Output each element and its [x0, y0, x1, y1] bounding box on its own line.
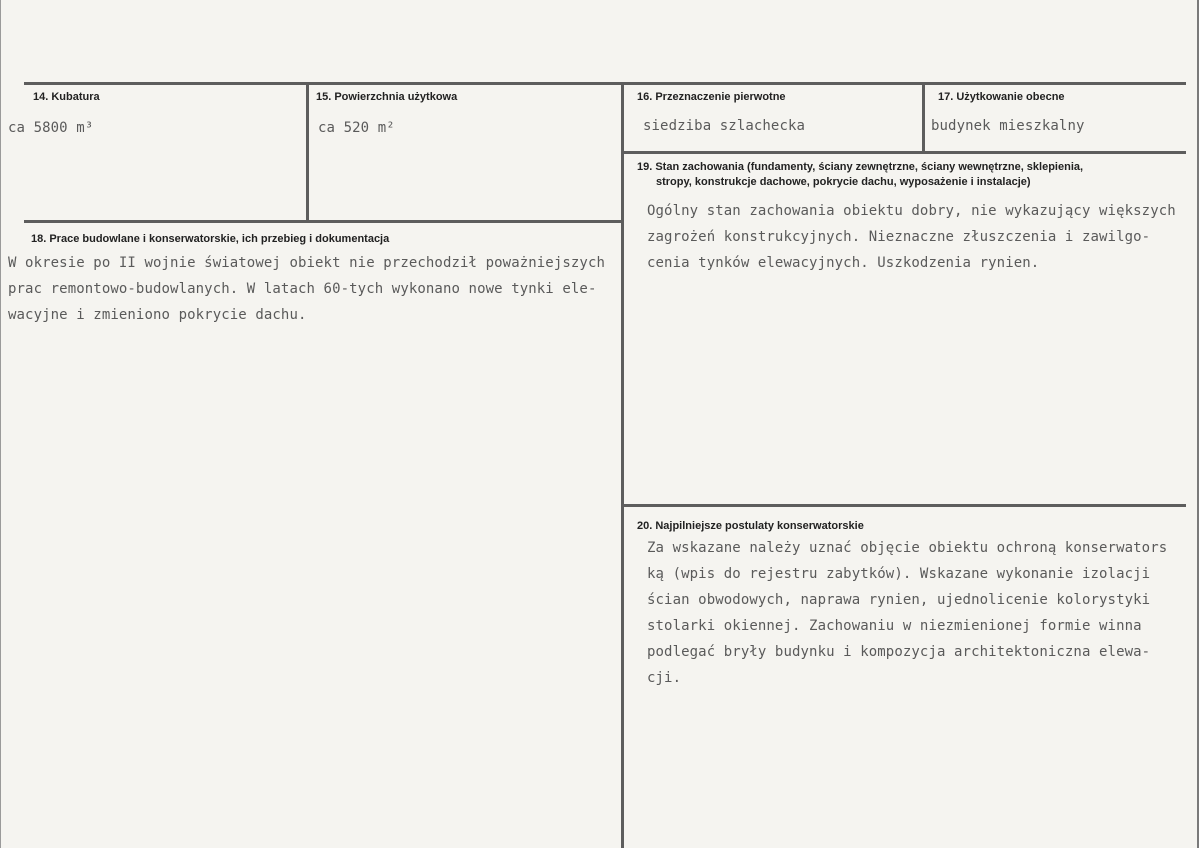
field-20-label: 20. Najpilniejsze postulaty konserwatorskie: [637, 520, 864, 532]
field-19-label-cont: stropy, konstrukcje dachowe, pokrycie dachu, wyposażenie i instalacje): [656, 176, 1031, 188]
rule-under-16-17: [621, 151, 1186, 154]
field-19-label: 19. Stan zachowania (fundamenty, ściany zewnętrzne, ściany wewnętrzne, sklepienia,: [637, 161, 1084, 173]
field-19-line: Ogólny stan zachowania obiektu dobry, nie wykazujący większych: [647, 203, 1176, 219]
field-16-value: siedziba szlachecka: [643, 118, 806, 134]
field-15-label: 15. Powierzchnia użytkowa: [316, 91, 458, 103]
center-divider: [621, 82, 624, 848]
rule-under-19: [621, 504, 1186, 507]
field-20-line: podlegać bryły budynku i kompozycja architektoniczna elewa-: [647, 644, 1151, 660]
rule-under-14-15: [24, 220, 624, 223]
field-14-value: ca 5800 m³: [8, 120, 94, 136]
divider-16-17: [922, 82, 925, 152]
field-17-label: 17. Użytkowanie obecne: [938, 91, 1065, 103]
field-20-line: ścian obwodowych, naprawa rynien, ujednolicenie kolorystyki: [647, 592, 1151, 608]
field-20-line: ką (wpis do rejestru zabytków). Wskazane wykonanie izolacji: [647, 566, 1151, 582]
field-18-label: 18. Prace budowlane i konserwatorskie, ich przebieg i dokumentacja: [31, 233, 390, 245]
field-20-line: cji.: [647, 670, 682, 686]
divider-14-15: [306, 82, 309, 222]
top-rule: [24, 82, 1186, 85]
field-19-line: cenia tynków elewacyjnych. Uszkodzenia rynien.: [647, 255, 1040, 271]
field-18-line: W okresie po II wojnie światowej obiekt nie przechodził poważniejszych: [8, 255, 606, 271]
field-20-line: Za wskazane należy uznać objęcie obiektu ochroną konserwators: [647, 540, 1168, 556]
card-left-edge: [0, 0, 1, 848]
field-17-value: budynek mieszkalny: [931, 118, 1085, 134]
field-16-label: 16. Przeznaczenie pierwotne: [637, 91, 786, 103]
field-14-label: 14. Kubatura: [33, 91, 100, 103]
field-19-line: zagrożeń konstrukcyjnych. Nieznaczne złuszczenia i zawilgo-: [647, 229, 1151, 245]
field-15-value: ca 520 m²: [318, 120, 395, 136]
field-18-line: wacyjne i zmieniono pokrycie dachu.: [8, 307, 307, 323]
field-20-line: stolarki okiennej. Zachowaniu w niezmienionej formie winna: [647, 618, 1142, 634]
field-18-line: prac remontowo-budowlanych. W latach 60-tych wykonano nowe tynki ele-: [8, 281, 597, 297]
